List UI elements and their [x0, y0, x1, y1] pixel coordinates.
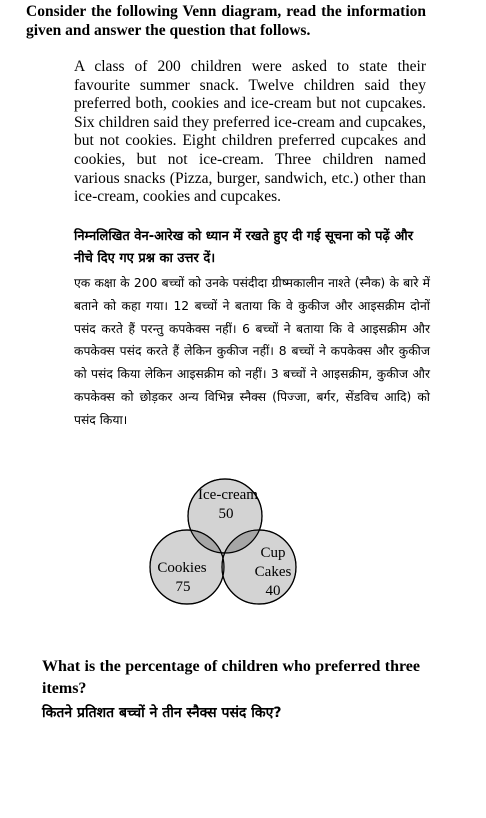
question-text: What is the percentage of children who preferred three items? [42, 658, 420, 697]
hindi-question-text: कितने प्रतिशत बच्चों ने तीन स्नैक्स पसंद किए? [42, 705, 282, 721]
english-passage: A class of 200 children were asked to state their favourite summer snack. Twelve children said they preferred both, cookies and ice-cream but not cupcakes. Six children said they preferred ice-cream and cupcakes, but not cookies. Eight children preferred cupcakes and cookies, but not ice-cream. Three children named various snacks (Pizza, burger, sandwich, etc.) other than ice-cream, cookies and cupcakes. [74, 58, 426, 206]
ice-cream-value: 50 [218, 506, 234, 522]
cupcakes-label-line1: Cup [260, 545, 286, 561]
question-intro: Consider the following Venn diagram, read the information given and answer the question that follows. [26, 3, 426, 39]
hindi-instruction: निम्नलिखित वेन-आरेख को ध्यान में रखते हुए दी गई सूचना को पढ़ें और नीचे दिए गए प्रश्न का उत्तर दें। [74, 229, 414, 266]
venn-diagram [145, 478, 305, 608]
cupcakes-label-line2: Cakes [254, 564, 292, 580]
hindi-passage: एक कक्षा के 200 बच्चों को उनके पसंदीदा ग्रीष्मकालीन नाश्ते (स्नैक) के बारे में बताने को कहा गया। 12 बच्चों ने बताया कि वे कुकीज और आइसक्रीम दोनों पसंद करते हैं परन्तु कपकेक्स नहीं। 6 बच्चों ने बताया कि वे आइसक्रीम और कपकेक्स पसंद करते हैं लेकिन कुकीज नहीं। 8 बच्चों ने कपकेक्स और कुकीज को पसंद किया लेकिन आइसक्रीम को नहीं। 3 बच्चों ने आइसक्रीम, कुकीज और कपकेक्स को छोड़कर अन्य विभिन्न स्नैक्स (पिज्जा, बर्गर, सेंडविच आदि) को पसंद किया। [74, 276, 430, 427]
cupcakes-value: 40 [265, 583, 281, 599]
cookies-label: Cookies [157, 560, 207, 576]
cookies-value: 75 [175, 579, 191, 595]
ice-cream-label: Ice-cream [198, 487, 258, 503]
